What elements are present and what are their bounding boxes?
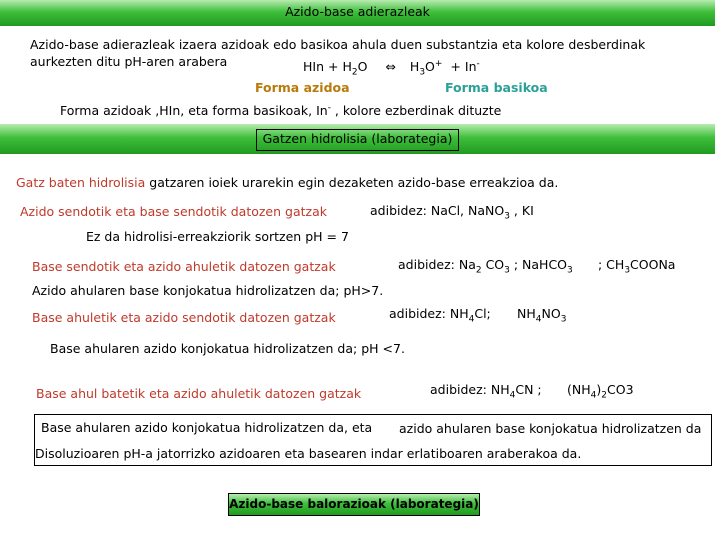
section-hidrolisia-title: Gatzen hidrolisia (laborategia) xyxy=(256,129,460,151)
footer-bar xyxy=(228,493,480,516)
case3-example: adibidez: $NH_4Cl$; xyxy=(389,306,491,325)
footer-title: Azido-base balorazioak (laborategia) xyxy=(229,497,479,511)
case4-example-2: $(NH_4)_2CO3$ xyxy=(567,382,634,401)
eq-plus-2: + xyxy=(450,59,461,75)
case1-note: Ez da hidrolisi-erreakziorik sortzen pH = 7 xyxy=(86,229,349,244)
case2-note: Azido ahularen base konjokatua hidrolizatzen da; pH>7. xyxy=(32,283,384,298)
case1-label: Azido sendotik eta base sendotik datozen gatzak xyxy=(20,204,327,219)
case4-note-right: azido ahularen base konjokatua hidrolizatzen da xyxy=(399,421,702,436)
section-hidrolisia-bar xyxy=(0,124,715,154)
intro-line-1: Azido-base adierazleak izaera azidoak edo basikoa ahula duen substantzia eta kolore desberdinak xyxy=(30,37,646,52)
intro-line-2: aurkezten ditu pH-aren arabera xyxy=(30,54,228,69)
case4-example: adibidez: $NH_4CN$ ; xyxy=(430,382,542,401)
eq-reactant-b: $H_2O$ xyxy=(342,59,368,78)
header-bar xyxy=(0,0,715,26)
case3-example-2: $NH_4NO_3$ xyxy=(517,306,567,325)
case3-note: Base ahularen azido konjokatua hidrolizatzen da; pH <7. xyxy=(50,341,405,356)
case2-label: Base sendotik eta azido ahuletik datozen gatzak xyxy=(32,259,336,274)
case4-note-left: Base ahularen azido konjokatua hidrolizatzen da, eta xyxy=(41,420,373,435)
equilibrium-arrow-icon: ⇔ xyxy=(385,59,396,75)
case4-label: Base ahul batetik eta azido ahuletik datozen gatzak xyxy=(36,386,362,401)
eq-product-b: In- xyxy=(464,59,480,75)
hydrolysis-explanation-box xyxy=(34,414,712,466)
form-acid-label: Forma azidoa xyxy=(255,80,350,95)
eq-plus-1: + xyxy=(328,59,339,75)
gatz-intro xyxy=(16,177,558,190)
case3-label: Base ahuletik eta azido sendotik datozen gatzak xyxy=(32,310,336,325)
header-title: Azido-base adierazleak xyxy=(285,4,430,19)
gatz-intro-highlight: Gatz baten hidrolisia xyxy=(16,175,146,190)
case1-example: adibidez: NaCl, NaNO$_3$ , KI xyxy=(370,203,534,222)
forms-note: Forma azidoak ,HIn, eta forma basikoak, In- , kolore ezberdinak dituzte xyxy=(60,103,502,119)
case2-example: adibidez: $Na_2$ $CO_3$ ; NaHCO$_3$ xyxy=(398,257,573,276)
gatz-intro-rest: gatzaren ioiek urarekin egin dezaketen azido-base erreakzioa da. xyxy=(145,175,559,190)
eq-product-a: $H_3O^+$ xyxy=(409,59,443,78)
case4-conclusion: Disoluzioaren pH-a jatorrizko azidoaren eta basearen indar erlatiboaren araberakoa da. xyxy=(35,446,582,461)
form-basic-label: Forma basikoa xyxy=(445,80,548,95)
indicator-equation xyxy=(303,60,480,78)
case2-example-extra: ; $CH_3COONa$ xyxy=(598,257,676,276)
eq-reactant-a: HIn xyxy=(303,59,325,75)
